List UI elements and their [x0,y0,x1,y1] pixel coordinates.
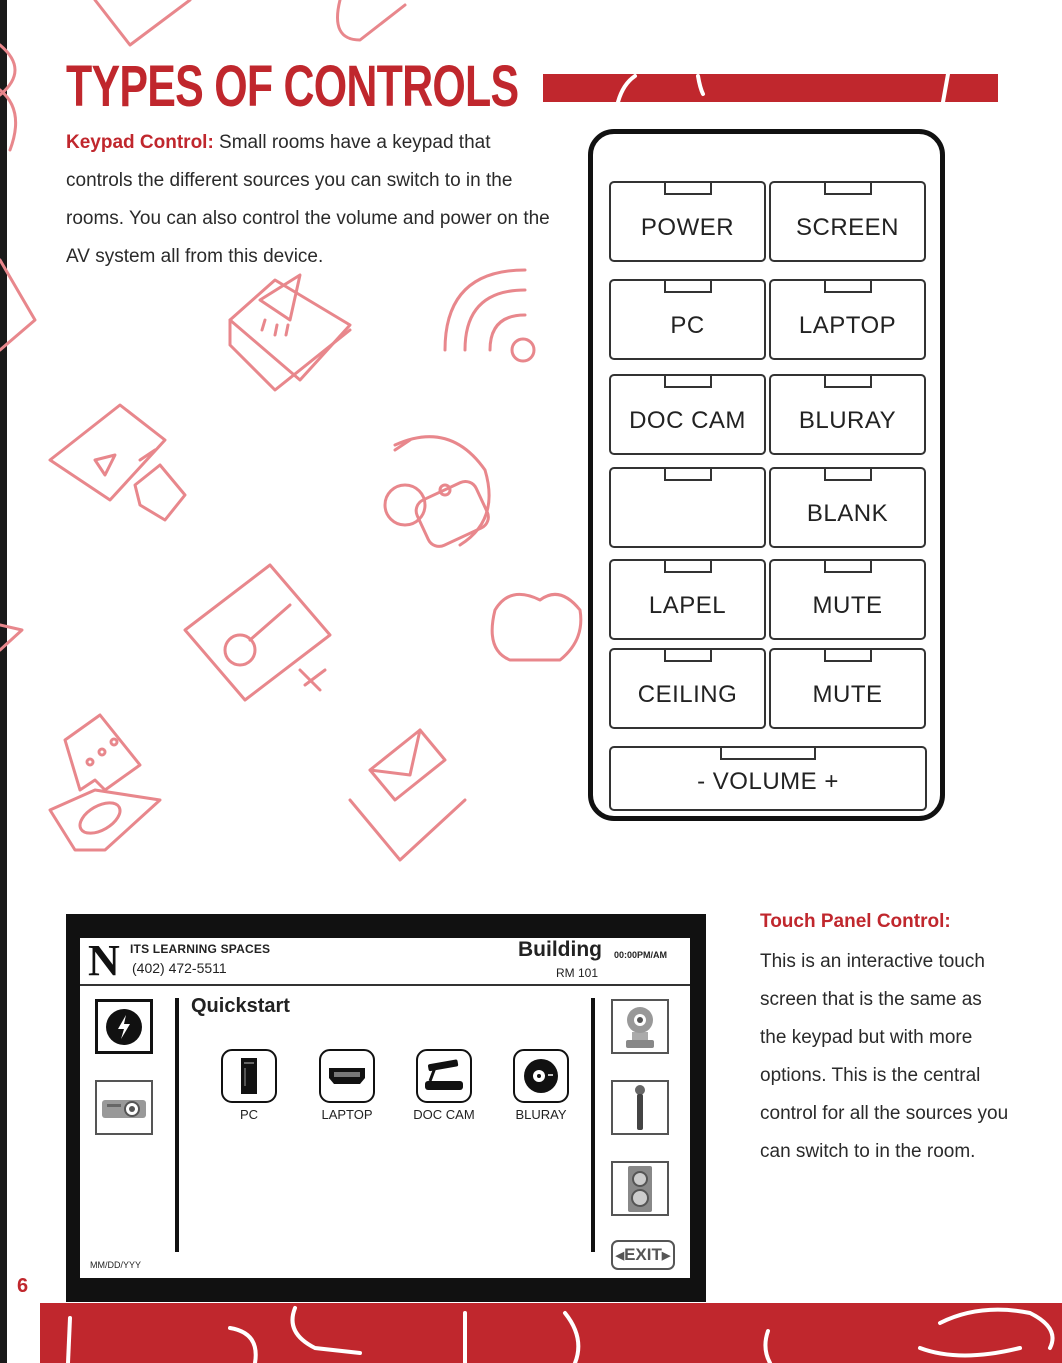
edge-decor-icon [0,260,35,350]
keypad-device [588,129,945,821]
keypad-button-label: POWER [640,213,735,241]
source-label: PC [239,1107,259,1122]
speaker-icon [627,1165,653,1213]
led-indicator [824,374,872,388]
wifi-icon [445,270,534,361]
keypad-button-label: PC [670,311,705,339]
keypad-button-label: LAPEL [648,591,727,619]
keypad-mute-button-2[interactable] [769,648,926,729]
led-indicator [664,648,712,662]
led-indicator [664,559,712,573]
keypad-button-label: SCREEN [795,213,900,241]
page-number: 6 [17,1275,29,1297]
keypad-button-label: BLURAY [798,406,897,434]
keypad-blank-button[interactable] [769,467,926,548]
exit-left-arrow-icon: ◀ [615,1249,625,1262]
led-indicator [664,467,712,481]
keypad-lapel-button[interactable] [609,559,766,640]
power-bolt-icon [104,1007,144,1047]
clock-time: 00:00PM/AM [614,950,668,960]
touch-panel-description: This is an interactive touch screen that is the same as the keypad but with more options. This is the central control for all the sources you can switch to in the room. [760,951,1009,1162]
projector-icon [100,1094,148,1122]
keypad-pc-button[interactable] [609,279,766,360]
power-button[interactable] [95,999,153,1054]
touch-panel-header [80,938,690,986]
camera-button[interactable] [611,999,669,1054]
led-indicator [824,467,872,481]
keypad-laptop-button[interactable] [769,279,926,360]
source-doccam[interactable] [399,1049,489,1122]
user-clock-icon [385,437,492,551]
projector-button[interactable] [95,1080,153,1135]
exit-button[interactable] [611,1240,675,1270]
keypad-button-label: CEILING [637,680,738,708]
led-indicator [720,746,816,760]
keypad-control-text: Small rooms have a keypad that controls the different sources you can switch to in the rooms. You can also control the volume and power on the AV system all from this device. [66,132,550,267]
exit-label: EXIT [624,1245,662,1264]
keypad-control-lead: Keypad Control: [66,132,214,153]
nebraska-n-logo: N [88,936,120,985]
right-divider [591,998,595,1252]
room-number: RM 101 [556,966,599,980]
keypad-screen-button[interactable] [769,181,926,262]
send-laptop-icon [230,275,350,390]
org-name: ITS LEARNING SPACES [130,942,271,956]
touch-panel-heading: Touch Panel Control: [760,911,951,932]
disc-icon [522,1057,560,1095]
keypad-button-label: MUTE [812,591,883,619]
keypad-doccam-button[interactable] [609,374,766,455]
microphone-button[interactable] [611,1080,669,1135]
source-label: BLURAY [515,1107,567,1122]
mail-laptop-icon [350,730,465,860]
keypad-button-label: MUTE [812,680,883,708]
keypad-button-label: BLANK [806,499,889,527]
left-divider [175,998,179,1252]
touch-panel-device [66,914,706,1302]
source-label: DOC CAM [413,1107,475,1122]
building-name: Building [518,938,602,961]
led-indicator [664,181,712,195]
source-label: LAPTOP [321,1107,373,1122]
source-doccam-tile[interactable] [416,1049,472,1103]
play-video-icon [50,405,185,520]
keypad-bluray-button[interactable] [769,374,926,455]
ptz-camera-icon [620,1004,660,1050]
microphone-icon [633,1084,647,1132]
page-title: TYPES OF CONTROLS [66,54,519,119]
keypad-button-label: DOC CAM [629,406,746,434]
led-indicator [664,279,712,293]
source-bluray-tile[interactable] [513,1049,569,1103]
source-bluray[interactable] [496,1049,586,1122]
led-indicator [824,279,872,293]
keypad-volume-rocker[interactable] [609,746,927,811]
hdmi-icon [327,1065,367,1087]
edge-decor-icon [0,625,22,650]
source-laptop-tile[interactable] [319,1049,375,1103]
exit-right-arrow-icon: ▶ [661,1249,671,1262]
footer-decor-icon [40,1303,1062,1363]
support-phone: (402) 472-5511 [132,960,227,976]
source-laptop[interactable] [302,1049,392,1122]
keypad-intro-paragraph [66,124,551,276]
source-pc-tile[interactable] [221,1049,277,1103]
led-indicator [824,559,872,573]
keypad-mute-button-1[interactable] [769,559,926,640]
date-readout: MM/DD/YYY [90,1260,142,1270]
led-indicator [664,374,712,388]
cloud-icon [492,594,581,660]
led-indicator [824,181,872,195]
header-accent-band [543,74,998,102]
touch-panel-screen [80,938,690,1278]
volume-label: - VOLUME + [697,767,839,795]
led-indicator [824,648,872,662]
keypad-power-button[interactable] [609,181,766,262]
speaker-button[interactable] [611,1161,669,1216]
footer-accent-band [40,1303,1062,1363]
keypad-button-label: LAPTOP [798,311,897,339]
key-screen-icon [185,565,330,700]
source-pc[interactable] [204,1049,294,1122]
chat-user-icon [50,715,160,850]
quickstart-title: Quickstart [191,995,290,1017]
band-decor-icon [543,74,998,102]
doc-camera-icon [422,1059,466,1093]
keypad-ceiling-button[interactable] [609,648,766,729]
keypad-unlabeled-button[interactable] [609,467,766,548]
pc-tower-icon [238,1056,260,1096]
